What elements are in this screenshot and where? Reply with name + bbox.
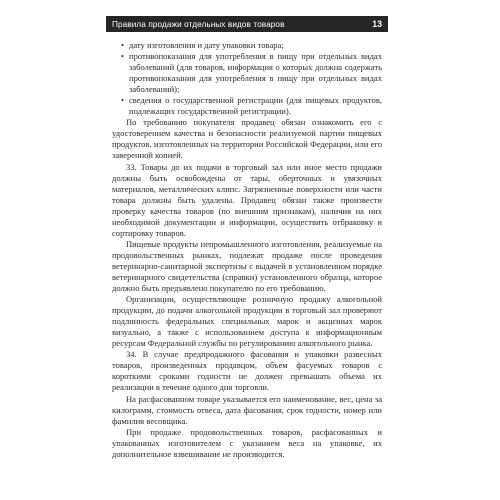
paragraph-weighing: При продаже продовольственных товаров, расфасованных и упакованных изготовителем с указанием веса на упаковке, их дополнительное взвешивание не производится. (112, 426, 382, 459)
bullet-list (112, 40, 382, 117)
paragraph-label-info: На расфасованном товаре указывается его наименование, вес, цена за килограмм, стоимость отвеса, дата фасования, срок годности, номер или фамилия весовщика. (112, 393, 382, 426)
paragraph-section-34: 34. В случае предпродажного фасования и упаковки развесных товаров, произведенных продавцом, объем фасуемых товаров с короткими сроками годности не должен превышать объема их реализации в течение одного дня торговли. (112, 349, 382, 393)
page-body (112, 40, 382, 460)
bullet-icon: • (121, 40, 124, 50)
running-header-title: Правила продажи отдельных видов товаров (112, 19, 285, 29)
bullet-text: дату изготовления и дату упаковки товара; (129, 40, 284, 50)
paragraph-alcohol: Организации, осуществляющие розничную продажу алкогольной продукции, до подачи алкогольной продукции в торговый зал проверяют подлинность федеральных специальных марок и акцизных марок визуально, а также с использованием доступа к информационным ресурсам Федеральной службы по регулированию алкогольного рынка. (112, 294, 382, 349)
bullet-text: противопоказания для употребления в пищу при отдельных видах заболеваний (для товаров, информация о которых должна содержать противопоказания для употребления в пищу при отдельных видах заболеваний); (129, 51, 382, 95)
bullet-item (112, 40, 382, 51)
bullet-text: сведения о государственной регистрации (для пищевых продуктов, подлежащих государственной регистрации). (129, 95, 382, 117)
paragraph-veterinary: Пищевые продукты непромышленного изготовления, реализуемые на продовольственных рынках, подлежат продаже после проведения ветеринарно-санитарной экспертизы с выдачей в установленном порядке ветеринарного свидетельства (справки) установленного образца, которое должно быть предъявлено покупателю по его требованию. (112, 238, 382, 294)
running-header (106, 16, 388, 32)
page-number: 13 (372, 19, 382, 29)
bullet-item (112, 51, 382, 95)
bullet-icon: • (121, 95, 124, 106)
bullet-item (112, 95, 382, 117)
paragraph-section-33: 33. Товары до их подачи в торговый зал или иное место продажи должны быть освобождены от тары, оберточных и увязочных материалов, металлических клипс. Загрязненные поверхности или части товара должны быть удалены. Продавец обязан также произвести проверку качества товаров (по внешним признакам), наличия на них необходимой документации и информации, осуществить отбраковку и сортировку товаров. (112, 161, 382, 238)
paragraph-certificate: По требованию покупателя продавец обязан ознакомить его с удостоверением качества и безопасности реализуемой партии пищевых продуктов, изготовленных на территории Российской Федерации, или его заверенной копией. (112, 117, 382, 161)
bullet-icon: • (121, 51, 124, 62)
